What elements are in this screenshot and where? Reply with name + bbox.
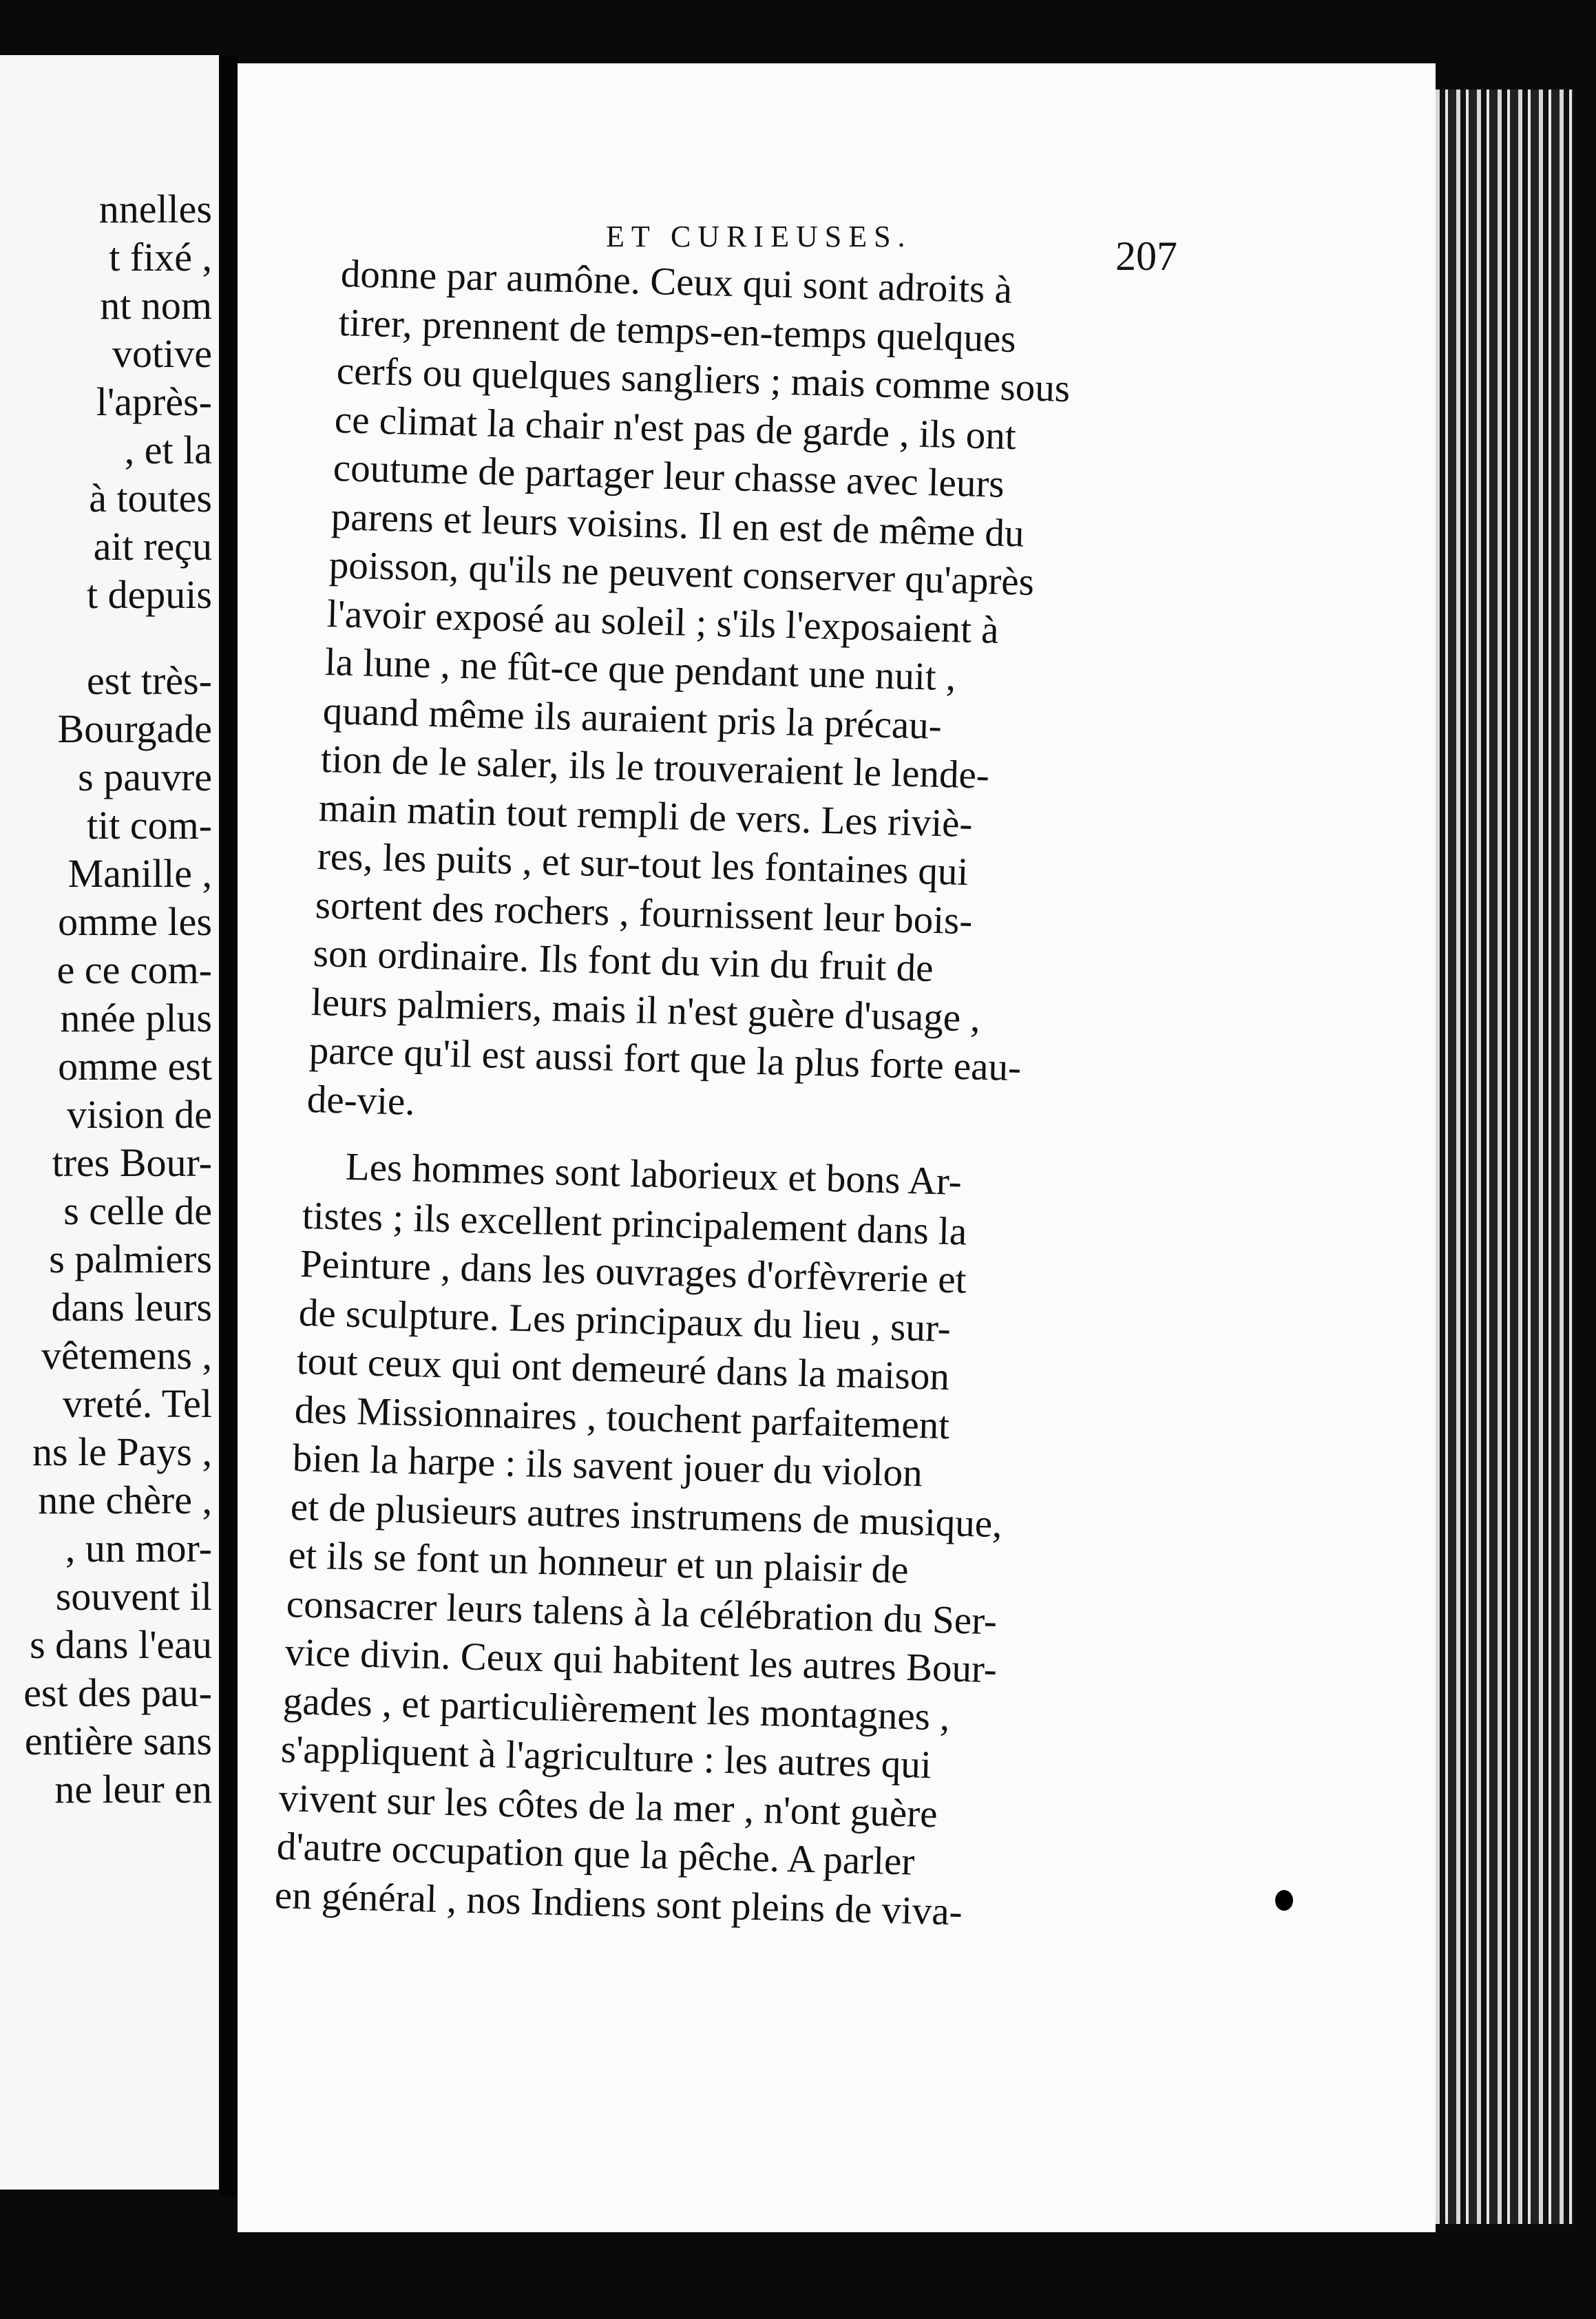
body-line: des Missionnaires , touchent parfaitement bbox=[294, 1387, 950, 1447]
facing-page-line: nnée plus bbox=[60, 996, 212, 1040]
body-line: ce climat la chair n'est pas de garde , ils ont bbox=[334, 397, 1017, 458]
facing-page-line: nnelles bbox=[98, 187, 212, 231]
body-line: de-vie. bbox=[306, 1077, 416, 1124]
body-line: donne par aumône. Ceux qui sont adroits à bbox=[340, 252, 1013, 312]
body-line: l'avoir exposé au soleil ; s'ils l'exposaient à bbox=[326, 591, 1000, 652]
facing-page-line: souvent il bbox=[55, 1574, 212, 1619]
facing-page-line: entière sans bbox=[24, 1719, 212, 1763]
facing-page-line: omme est bbox=[58, 1044, 212, 1089]
facing-page-fragment bbox=[0, 55, 219, 2190]
facing-page-line: est des pau- bbox=[23, 1670, 212, 1715]
facing-page-line: Manille , bbox=[67, 851, 212, 896]
body-line: gades , et particulièrement les montagnes , bbox=[282, 1679, 950, 1739]
facing-page-line: omme les bbox=[58, 899, 212, 944]
facing-page-line: t depuis bbox=[86, 572, 212, 617]
body-line: parens et leurs voisins. Il en est de même du bbox=[330, 494, 1025, 556]
facing-page-line: tres Bour- bbox=[52, 1140, 212, 1185]
body-line: d'autre occupation que la pêche. A parler bbox=[276, 1825, 916, 1884]
facing-page-line: est très- bbox=[87, 658, 212, 703]
facing-page-line: s celle de bbox=[63, 1188, 212, 1233]
body-line: s'appliquent à l'agriculture : les autres qui bbox=[280, 1728, 932, 1787]
body-line: res, les puits , et sur-tout les fontaines qui bbox=[316, 835, 969, 894]
body-line: Les hommes sont laborieux et bons Ar- bbox=[345, 1145, 963, 1204]
body-line: quand même ils auraient pris la précau- bbox=[322, 689, 943, 748]
facing-page-line: l'après- bbox=[96, 379, 212, 424]
body-line: poisson, qu'ils ne peuvent conserver qu'après bbox=[328, 543, 1035, 605]
body-line: bien la harpe : ils savent jouer du violon bbox=[292, 1436, 923, 1496]
body-line: parce qu'il est aussi fort que la plus forte eau- bbox=[308, 1029, 1022, 1090]
facing-page-line: vêtemens , bbox=[41, 1333, 212, 1378]
facing-page-line: vreté. Tel bbox=[62, 1381, 212, 1426]
facing-page-line: nne chère , bbox=[38, 1478, 212, 1522]
page-number: 207 bbox=[1115, 233, 1177, 279]
facing-page-line: ait reçu bbox=[93, 524, 212, 569]
facing-page-line: tit com- bbox=[86, 803, 212, 848]
body-line: la lune , ne fût-ce que pendant une nuit , bbox=[324, 640, 956, 700]
facing-page-line: t fixé , bbox=[109, 235, 212, 280]
body-line: tion de le saler, ils le trouveraient le lende- bbox=[320, 737, 990, 797]
body-line: vivent sur les côtes de la mer , n'ont guère bbox=[278, 1776, 938, 1836]
body-line: tout ceux qui ont demeuré dans la maison bbox=[295, 1339, 950, 1399]
facing-page-line: votive bbox=[112, 331, 212, 376]
facing-page-line: vision de bbox=[66, 1092, 212, 1137]
facing-page-line: à toutes bbox=[89, 476, 212, 521]
facing-page-line: e ce com- bbox=[56, 947, 212, 992]
body-line: coutume de partager leur chasse avec leurs bbox=[332, 446, 1005, 506]
body-line: consacrer leurs talens à la célébration du Ser- bbox=[286, 1582, 998, 1643]
facing-page-line: , et la bbox=[124, 428, 212, 472]
body-line: et de plusieurs autres instrumens de musique, bbox=[290, 1484, 1003, 1546]
facing-page-line: s palmiers bbox=[49, 1237, 212, 1281]
body-line: vice divin. Ceux qui habitent les autres Bour- bbox=[284, 1630, 998, 1692]
body-line: en général , nos Indiens sont pleins de viva- bbox=[274, 1873, 963, 1933]
body-line: son ordinaire. Ils font du vin du fruit de bbox=[313, 932, 934, 990]
book-gutter bbox=[219, 55, 238, 2196]
facing-page-line: nt nom bbox=[100, 283, 212, 328]
ink-spot bbox=[1275, 1890, 1293, 1911]
facing-page-line: Bourgade bbox=[57, 706, 212, 751]
body-line: de sculpture. Les principaux du lieu , sur- bbox=[297, 1290, 952, 1350]
body-line: main matin tout rempli de vers. Les riviè- bbox=[318, 786, 974, 846]
facing-page-line: dans leurs bbox=[51, 1285, 212, 1330]
facing-page-line: ne leur en bbox=[54, 1767, 212, 1812]
body-line: et ils se font un honneur et un plaisir de bbox=[288, 1533, 910, 1592]
body-line: tirer, prennent de temps-en-temps quelques bbox=[338, 300, 1017, 361]
body-line: Peinture , dans les ouvrages d'orfèvrerie et bbox=[300, 1242, 967, 1302]
facing-page-line: s pauvre bbox=[78, 755, 212, 799]
running-head: ET CURIEUSES. bbox=[606, 220, 912, 253]
facing-page-line: s dans l'eau bbox=[30, 1622, 212, 1667]
page-edges bbox=[1436, 90, 1573, 2224]
body-line: leurs palmiers, mais il n'est guère d'usage , bbox=[311, 980, 981, 1040]
body-line: tistes ; ils excellent principalement dans la bbox=[302, 1193, 968, 1254]
body-line: cerfs ou quelques sangliers ; mais comme sous bbox=[336, 349, 1071, 411]
facing-page-line: ns le Pays , bbox=[32, 1429, 212, 1474]
body-line: sortent des rochers , fournissent leur bois- bbox=[314, 883, 973, 943]
facing-page-line: , un mor- bbox=[65, 1526, 212, 1571]
